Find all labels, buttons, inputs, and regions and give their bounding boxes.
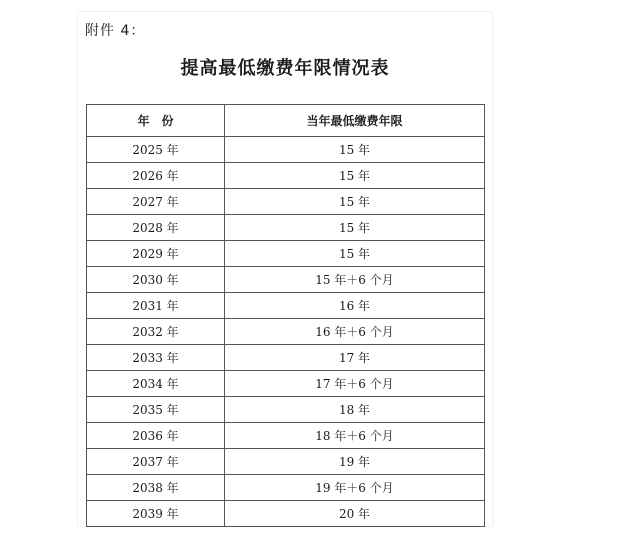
table-header-row — [87, 105, 485, 137]
cell-year: 2025 年 — [87, 137, 225, 163]
cell-limit: 15 年 — [225, 215, 485, 241]
cell-year: 2031 年 — [87, 293, 225, 319]
table-row — [87, 267, 485, 293]
cell-year: 2036 年 — [87, 423, 225, 449]
cell-limit: 15 年＋6 个月 — [225, 267, 485, 293]
cell-limit: 15 年 — [225, 189, 485, 215]
table-row — [87, 449, 485, 475]
table-row — [87, 293, 485, 319]
document-title: 提高最低缴费年限情况表 — [180, 58, 390, 79]
cell-limit: 15 年 — [225, 137, 485, 163]
table-row — [87, 475, 485, 501]
cell-limit: 15 年 — [225, 163, 485, 189]
cell-year: 2034 年 — [87, 371, 225, 397]
cell-limit: 17 年＋6 个月 — [225, 371, 485, 397]
cell-year: 2035 年 — [87, 397, 225, 423]
cell-limit: 16 年 — [225, 293, 485, 319]
table-row — [87, 319, 485, 345]
cell-limit: 19 年 — [225, 449, 485, 475]
cell-year: 2030 年 — [87, 267, 225, 293]
table-row — [87, 215, 485, 241]
table-row — [87, 397, 485, 423]
cell-limit: 18 年＋6 个月 — [225, 423, 485, 449]
cell-limit: 17 年 — [225, 345, 485, 371]
table-row — [87, 371, 485, 397]
table-row — [87, 189, 485, 215]
cell-year: 2028 年 — [87, 215, 225, 241]
cell-year: 2029 年 — [87, 241, 225, 267]
cell-year: 2027 年 — [87, 189, 225, 215]
contribution-years-table — [86, 104, 485, 527]
table-row — [87, 137, 485, 163]
cell-limit: 19 年＋6 个月 — [225, 475, 485, 501]
cell-limit: 18 年 — [225, 397, 485, 423]
cell-year: 2032 年 — [87, 319, 225, 345]
cell-limit: 16 年＋6 个月 — [225, 319, 485, 345]
table-body — [87, 137, 485, 527]
table-row — [87, 423, 485, 449]
cell-year: 2037 年 — [87, 449, 225, 475]
cell-year: 2039 年 — [87, 501, 225, 527]
header-limit: 当年最低缴费年限 — [225, 105, 485, 137]
attachment-label: 附件 4： — [85, 23, 146, 39]
table-row — [87, 501, 485, 527]
table-row — [87, 345, 485, 371]
cell-year: 2033 年 — [87, 345, 225, 371]
cell-year: 2026 年 — [87, 163, 225, 189]
cell-year: 2038 年 — [87, 475, 225, 501]
cell-limit: 20 年 — [225, 501, 485, 527]
table-row — [87, 163, 485, 189]
header-year: 年 份 — [87, 105, 225, 137]
cell-limit: 15 年 — [225, 241, 485, 267]
table-row — [87, 241, 485, 267]
